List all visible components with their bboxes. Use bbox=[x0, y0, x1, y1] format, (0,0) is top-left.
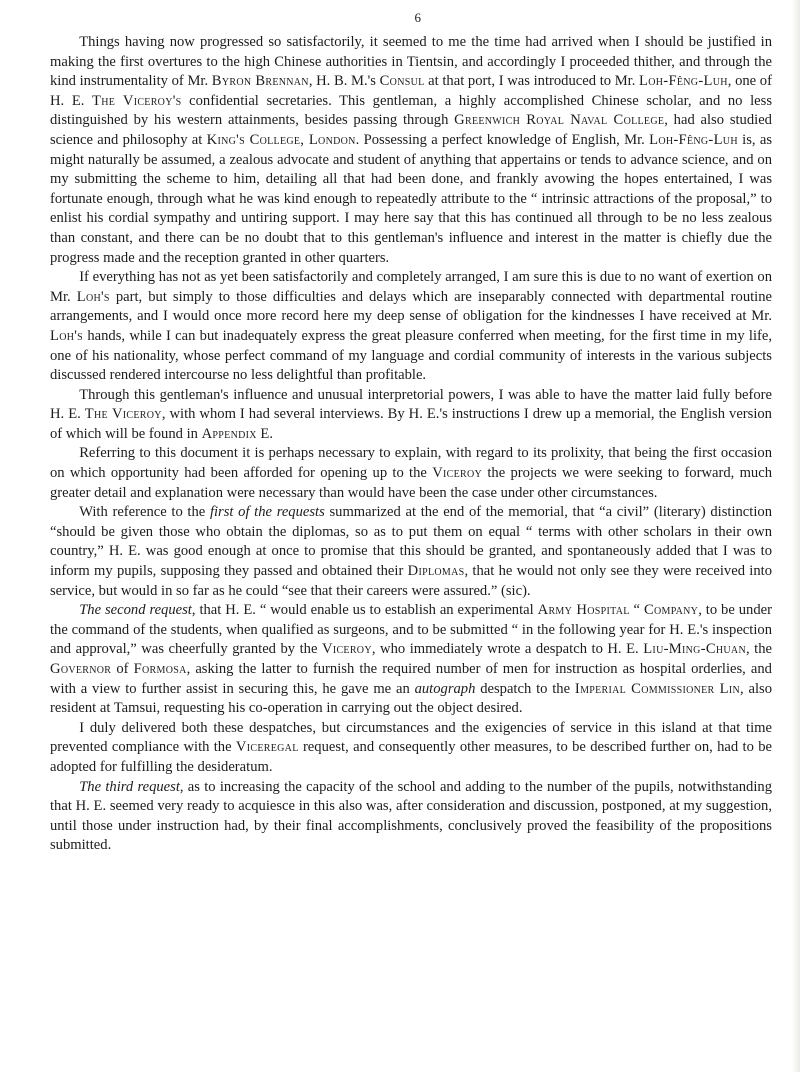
text-run: , asking the latter to furnish the required number of men for instruction as hospital orderlies, and with a view to further assist in securing this, he gave me an bbox=[50, 661, 772, 697]
text-run: . Possessing a perfect knowledge of English, Mr. bbox=[355, 131, 650, 148]
text-run: hands, while I can but inadequately express the great pleasure conferred when meeting, for the first time in my life, one of his nationality, whose perfect command of my language and cordial community of interests in the various subjects discussed rendered intercourse no less delightful than profitable. bbox=[50, 327, 772, 384]
small-caps-text: Loh's bbox=[76, 288, 110, 305]
small-caps-text: Byron Brennan bbox=[211, 73, 309, 90]
text-run: is, as might naturally be assumed, a zealous advocate and student of anything that appertains or tends to advance science, and on my submitting the scheme to him, detailing all that had been done, and frankly avowing the hopes entertained, I was fortunate enough, through what he was kind enough to repeatedly attribute to the “ intrinsic attractions of the proposal,” to enlist his cordial sympathy and untiring support. I may here say that this has continued all through to be no less zealous than constant, and there can be no doubt that to this gentleman's influence and interest in the matter is chiefly due the progress made and the reception granted in other quarters. bbox=[50, 131, 773, 266]
paragraph-8 bbox=[50, 778, 772, 856]
text-run: , as to increasing the capacity of the school and adding to the number of the pupils, notwithstanding that H. E. seemed very ready to acquiesce in this also was, after consideration and discussion, postponed, at my suggestion, until those under instruction had, by their final accomplishments, conclusively proved the feasibility of the propositions submitted. bbox=[50, 778, 772, 854]
text-run: , also resident at Tamsui, requesting his co-operation in carrying out the object desired. bbox=[50, 680, 772, 717]
paragraph-5 bbox=[50, 503, 772, 601]
small-caps-text: Diplomas bbox=[407, 563, 465, 580]
text-run: despatch to the bbox=[475, 680, 575, 697]
paragraph-7 bbox=[50, 719, 772, 778]
text-run: “ bbox=[629, 602, 644, 619]
small-caps-text: The Viceroy's bbox=[92, 92, 182, 109]
text-run: request, and consequently other measures, to be described further on, had to be adopted for fulfilling the desideratum. bbox=[50, 739, 772, 775]
text-run: , one of H. E. bbox=[50, 73, 772, 109]
small-caps-text: Formosa bbox=[133, 661, 187, 677]
small-caps-text: Appendix bbox=[201, 425, 257, 442]
text-run: I duly delivered both these despatches, but circumstances and the exigencies of service in this island at that time prevented compliance with the bbox=[50, 719, 772, 756]
small-caps-text: Imperial Commissioner Lin bbox=[574, 680, 741, 697]
small-caps-text: Loh-Fêng-Luh bbox=[649, 131, 738, 148]
text-run: E. bbox=[256, 425, 273, 442]
small-caps-text: Loh's bbox=[50, 327, 84, 344]
small-caps-text: Consul bbox=[379, 73, 425, 90]
text-run: If everything has not as yet been satisfactorily and completely arranged, I am sure this is due to no want of exertion on Mr. bbox=[50, 269, 772, 305]
small-caps-text: The Viceroy bbox=[84, 406, 162, 423]
small-caps-text: Liu-Ming-Chuan bbox=[643, 641, 746, 658]
paragraph-4 bbox=[50, 444, 772, 503]
document-page bbox=[50, 10, 772, 1060]
small-caps-text: Viceregal bbox=[235, 739, 299, 756]
text-run: the projects we were seeking to forward, much greater detail and explanation were necessary than would have been the case under other circumstances. bbox=[50, 465, 772, 501]
text-run: , that he would not only see they were received into service, but would in so far as he could “see that their careers were assured.” (sic). bbox=[50, 563, 773, 599]
text-run: part, but simply to those difficulties and delays which are inseparably connected with departmental routine arrangements, and I would once more record here my deep sense of obligation for the kindnesses I have received at Mr. bbox=[50, 288, 772, 325]
text-run: , H. B. M.'s bbox=[308, 73, 380, 90]
text-run: , to be under the command of the students, when qualified as surgeons, and to be submitted “ in the following year for H. E.'s inspection and approval,” was cheerfully granted by the bbox=[50, 602, 772, 658]
page-number: 6 bbox=[414, 10, 422, 25]
body-text bbox=[50, 33, 772, 856]
text-run: of bbox=[111, 661, 134, 677]
paragraph-1 bbox=[50, 33, 772, 268]
text-run: , the bbox=[745, 641, 772, 658]
text-run: confidential secretaries. This gentleman, a highly accomplished Chinese scholar, and no less distinguished by his western attainments, besides passing through bbox=[50, 92, 772, 129]
paragraph-6 bbox=[50, 601, 772, 719]
text-run: summarized at the end of the memorial, that “a civil” (literary) distinction “should be given those who obtain the diplomas, so as to put them on equal “ terms with other scholars in their own country,” H. E. was good enough at once to promise that this should be granted, and spontaneously added that I was to inform my pupils, supposing they passed and obtained their bbox=[50, 504, 772, 580]
paragraph-2 bbox=[50, 268, 772, 386]
small-caps-text: Viceroy bbox=[432, 465, 483, 482]
paragraph-3 bbox=[50, 386, 772, 445]
italic-text: The third request bbox=[79, 778, 180, 795]
text-run: Referring to this document it is perhaps necessary to explain, with regard to its prolixity, that being the first occasion on which opportunity had been afforded for opening up to the bbox=[50, 445, 772, 482]
text-run: , who immediately wrote a despatch to H. E. bbox=[371, 641, 644, 658]
text-run: With reference to the bbox=[79, 504, 210, 521]
small-caps-text: Viceroy bbox=[321, 641, 372, 658]
text-run: , had also studied science and philosophy at bbox=[50, 112, 772, 148]
italic-text: autograph bbox=[414, 680, 476, 697]
small-caps-text: Loh-Fêng-Luh bbox=[639, 73, 728, 90]
text-run: Through this gentleman's influence and unusual interpretorial powers, I was able to have the matter laid fully before H. E. bbox=[50, 386, 772, 423]
italic-text: first of the requests bbox=[209, 504, 325, 521]
text-run: , with whom I had several interviews. By H. E.'s instructions I drew up a memorial, the English version of which will be found in bbox=[50, 406, 772, 442]
small-caps-text: Company bbox=[643, 602, 699, 619]
small-caps-text: Army Hospital bbox=[537, 602, 630, 619]
small-caps-text: Governor bbox=[50, 661, 112, 677]
text-run: , that H. E. “ would enable us to establish an experimental bbox=[191, 602, 538, 619]
small-caps-text: King's College, London bbox=[206, 131, 356, 148]
text-run: Things having now progressed so satisfactorily, it seemed to me the time had arrived when I should be justified in making the first overtures to the high Chinese authorities in Tientsin, and accordingly I proceeded thither, and through the kind instrumentality of Mr. bbox=[50, 34, 772, 90]
page-edge-shading bbox=[792, 0, 800, 1072]
text-run: at that port, I was introduced to Mr. bbox=[424, 73, 640, 90]
italic-text: The second request bbox=[79, 602, 192, 619]
small-caps-text: Greenwich Royal Naval College bbox=[454, 112, 665, 129]
